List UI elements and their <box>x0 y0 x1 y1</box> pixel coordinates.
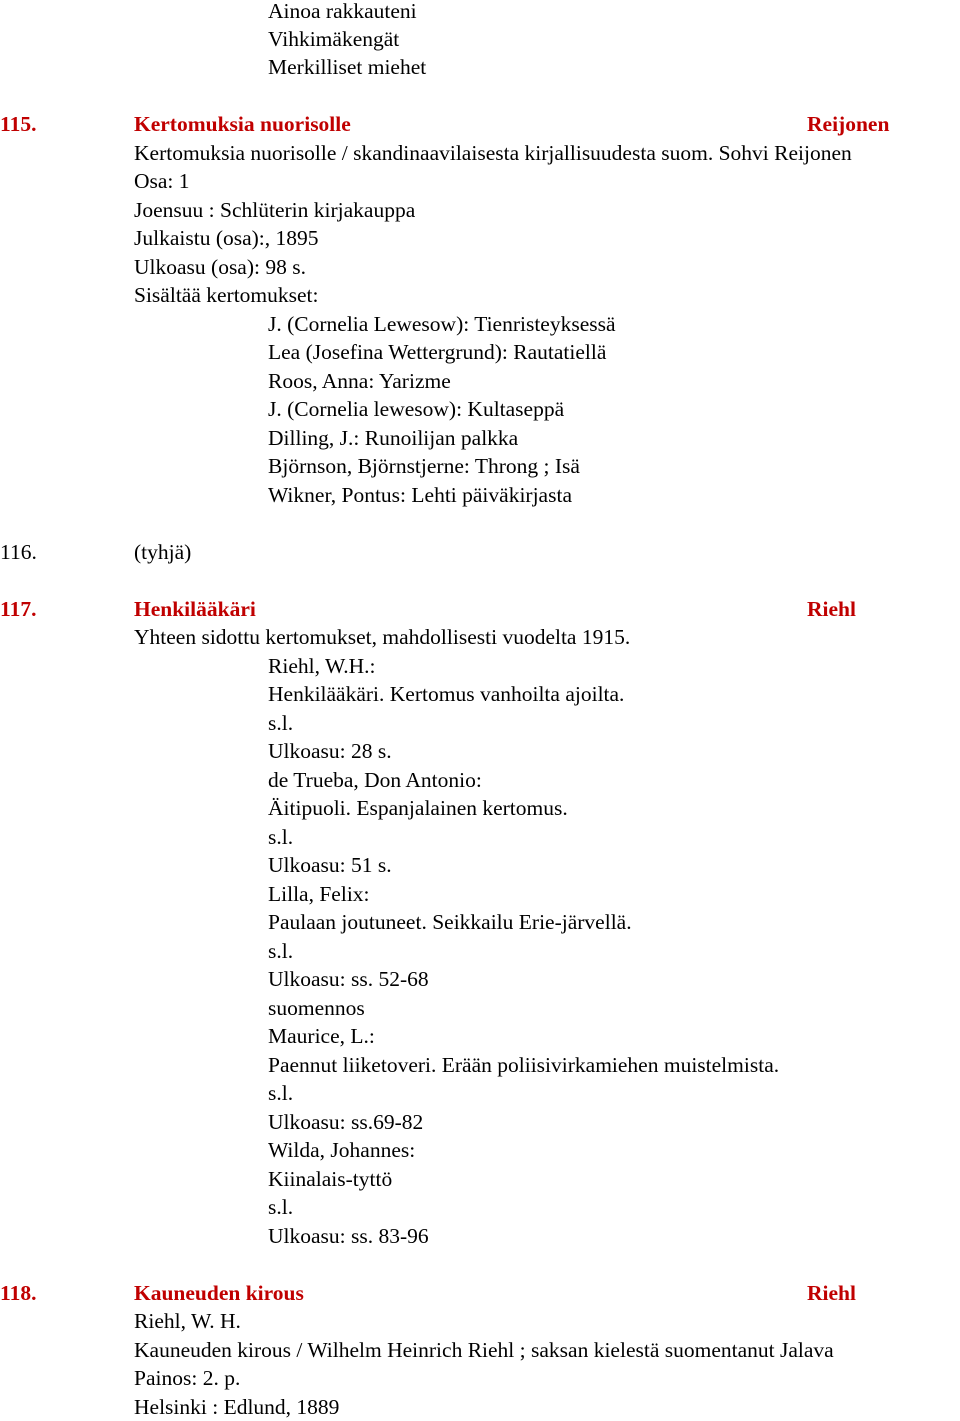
entry-line: Ulkoasu: ss. 52-68 <box>268 967 429 991</box>
entry-author: Riehl <box>807 1281 856 1305</box>
entry-line: s.l. <box>268 1081 294 1105</box>
entry-line: Riehl, W.H.: <box>268 654 376 678</box>
contents-item: J. (Cornelia Lewesow): Tienristeyksessä <box>268 312 616 336</box>
contents-item: J. (Cornelia lewesow): Kultaseppä <box>268 397 565 421</box>
contents-item: Lea (Josefina Wettergrund): Rautatiellä <box>268 340 607 364</box>
entry-line: Helsinki : Edlund, 1889 <box>134 1395 340 1419</box>
entry-line: de Trueba, Don Antonio: <box>268 768 482 792</box>
contents-label: Sisältää kertomukset: <box>134 283 319 307</box>
entry-line: Paulaan joutuneet. Seikkailu Erie-järvellä. <box>268 910 632 934</box>
entry-line: Ulkoasu: ss.69-82 <box>268 1110 424 1134</box>
entry-line: Äitipuoli. Espanjalainen kertomus. <box>268 796 568 820</box>
entry-line: s.l. <box>268 711 294 735</box>
entry-description: Yhteen sidottu kertomukset, mahdollisesti vuodelta 1915. <box>134 625 631 649</box>
entry-osa: Osa: 1 <box>134 169 190 193</box>
entry-line: Ulkoasu: 51 s. <box>268 853 392 877</box>
entry-line: s.l. <box>268 939 294 963</box>
contents-item: Björnson, Björnstjerne: Throng ; Isä <box>268 454 580 478</box>
entry-author: Riehl <box>807 597 856 621</box>
contents-item: Wikner, Pontus: Lehti päiväkirjasta <box>268 483 572 507</box>
entry-line: Wilda, Johannes: <box>268 1138 416 1162</box>
entry-title: Henkilääkäri <box>134 597 256 621</box>
entry-number: 117. <box>0 597 37 621</box>
entry-published: Julkaistu (osa):, 1895 <box>134 226 319 250</box>
entry-publisher: Joensuu : Schlüterin kirjakauppa <box>134 198 416 222</box>
entry-line: Kiinalais-tyttö <box>268 1167 393 1191</box>
entry-extent: Ulkoasu (osa): 98 s. <box>134 255 306 279</box>
entry-number: 116. <box>0 540 37 564</box>
list-item: Ainoa rakkauteni <box>268 0 417 23</box>
contents-item: Roos, Anna: Yarizme <box>268 369 451 393</box>
entry-line: Lilla, Felix: <box>268 882 370 906</box>
entry-line: Maurice, L.: <box>268 1024 375 1048</box>
entry-line: s.l. <box>268 825 294 849</box>
entry-line: Paennut liiketoveri. Erään poliisivirkamiehen muistelmista. <box>268 1053 780 1077</box>
entry-line: Kauneuden kirous / Wilhelm Heinrich Riehl ; saksan kielestä suomentanut Jalava <box>134 1338 834 1362</box>
list-item: Merkilliset miehet <box>268 55 427 79</box>
entry-title: Kertomuksia nuorisolle <box>134 112 351 136</box>
entry-author: Reijonen <box>807 112 890 136</box>
entry-line: s.l. <box>268 1195 294 1219</box>
entry-number: 118. <box>0 1281 37 1305</box>
entry-number: 115. <box>0 112 37 136</box>
entry-title: Kauneuden kirous <box>134 1281 304 1305</box>
entry-line: Painos: 2. p. <box>134 1366 241 1390</box>
entry-title: (tyhjä) <box>134 540 192 564</box>
entry-line: Ulkoasu: ss. 83-96 <box>268 1224 429 1248</box>
list-item: Vihkimäkengät <box>268 27 400 51</box>
entry-description: Kertomuksia nuorisolle / skandinaavilaisesta kirjallisuudesta suom. Sohvi Reijonen <box>134 141 852 165</box>
entry-line: Riehl, W. H. <box>134 1309 241 1333</box>
entry-line: Henkilääkäri. Kertomus vanhoilta ajoilta. <box>268 682 625 706</box>
entry-line: Ulkoasu: 28 s. <box>268 739 392 763</box>
entry-line: suomennos <box>268 996 365 1020</box>
contents-item: Dilling, J.: Runoilijan palkka <box>268 426 519 450</box>
